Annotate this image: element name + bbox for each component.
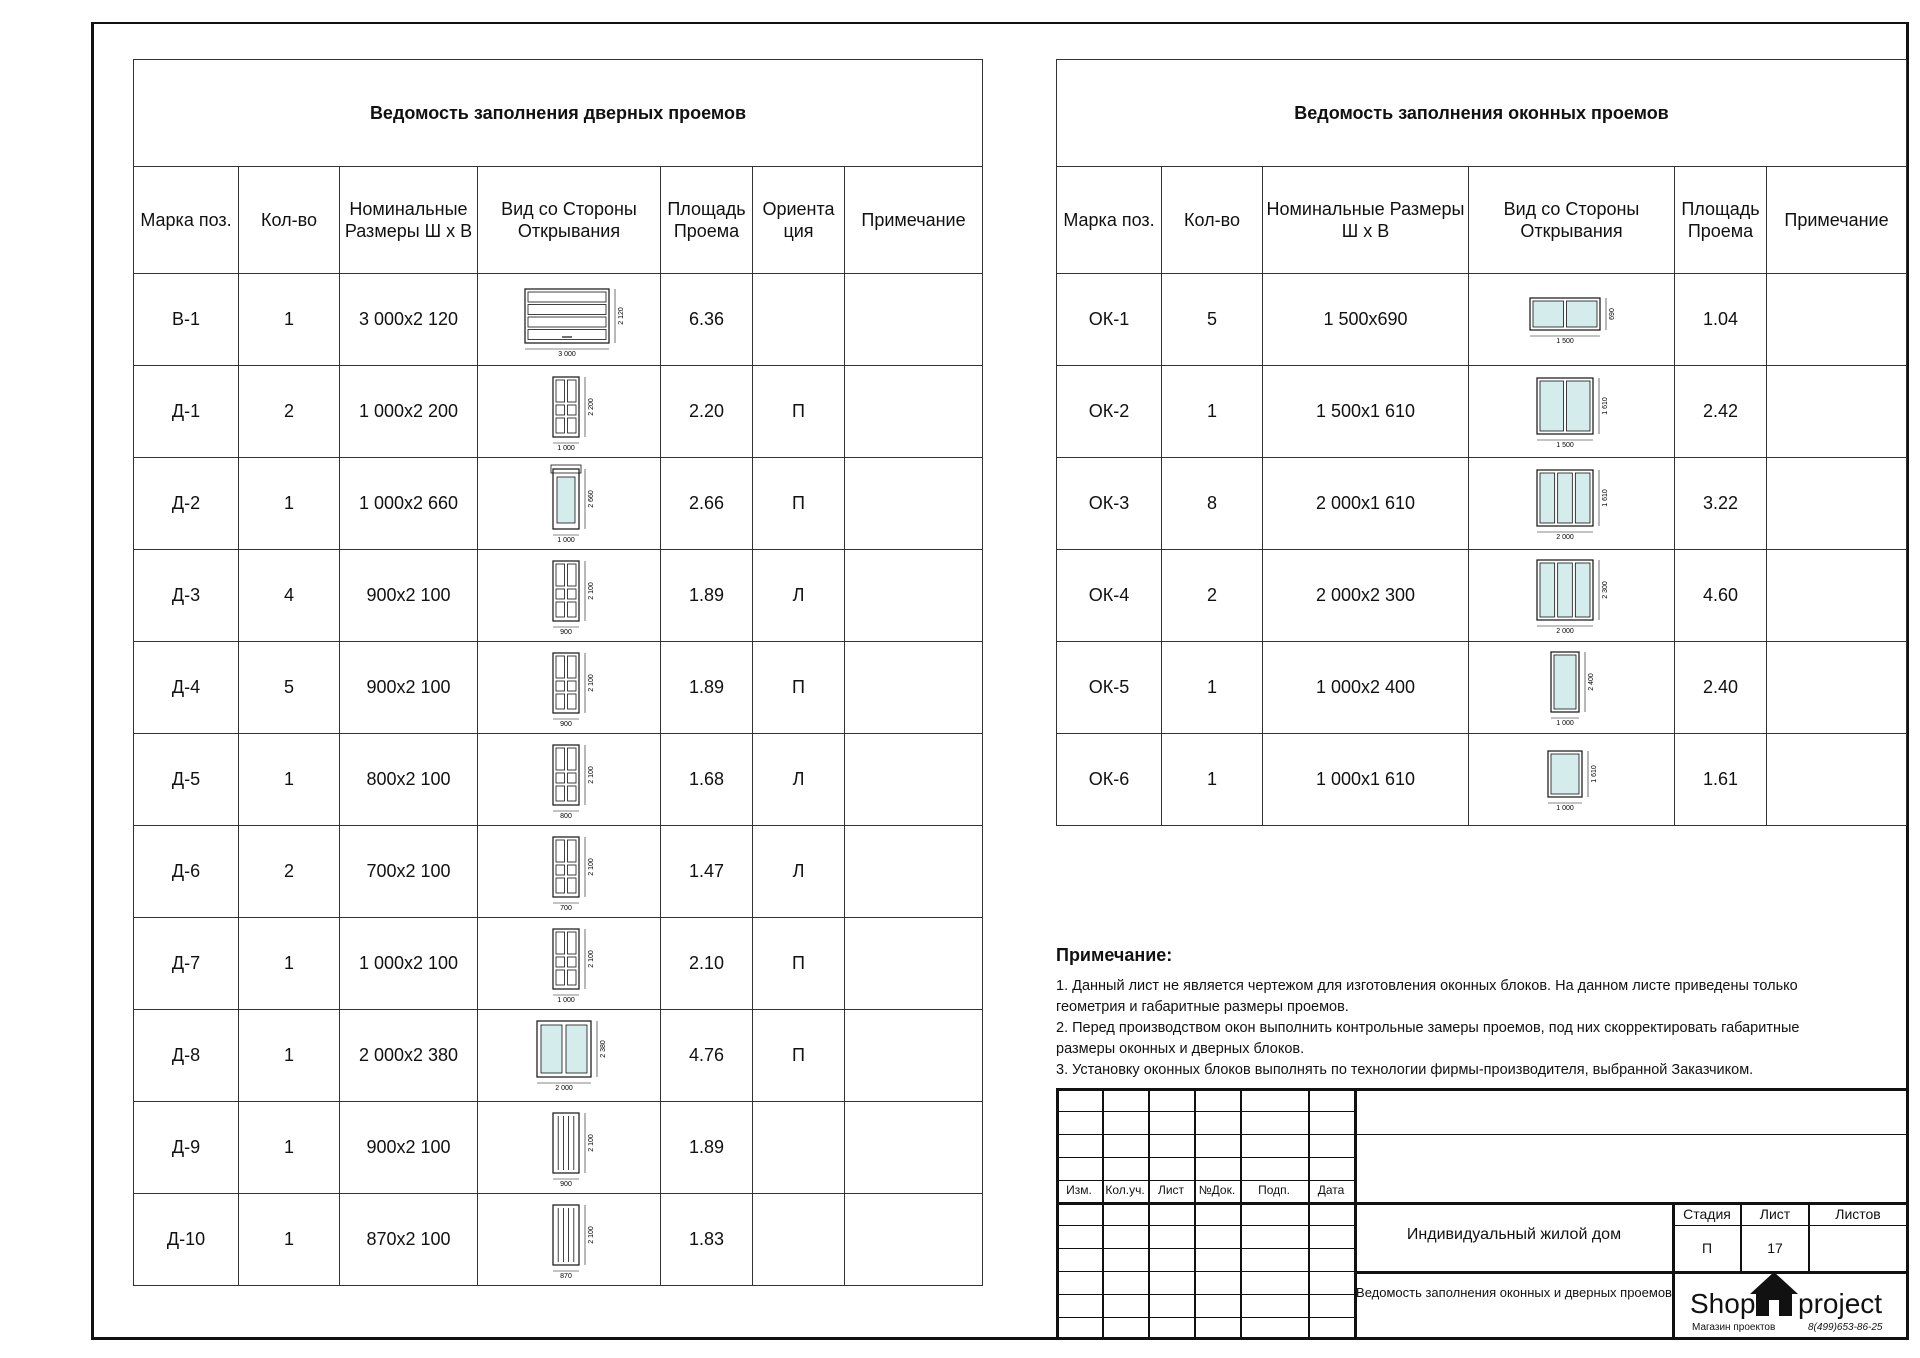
door-width-label: 900: [560, 628, 572, 636]
qty-cell: 1: [1162, 366, 1263, 458]
sheets-label: Листов: [1835, 1206, 1881, 1222]
door-drawing: [519, 831, 619, 913]
column-header: Площадь Проема: [1675, 167, 1767, 274]
door-height-label: 2 100: [588, 765, 595, 784]
window-height-label: 1 610: [1590, 764, 1598, 783]
size-cell: 2 000x1 610: [1263, 458, 1469, 550]
project-name: Индивидуальный жилой дом: [1406, 1226, 1622, 1243]
door-width-label: 870: [560, 1272, 572, 1280]
area-cell: 1.83: [661, 1194, 753, 1286]
mark-cell: Д-5: [134, 734, 239, 826]
orientation-cell: П: [753, 458, 845, 550]
view-cell: [478, 1102, 661, 1194]
shop-project-logo: [1690, 1270, 1900, 1336]
area-cell: 1.68: [661, 734, 753, 826]
window-drawing: [1517, 463, 1627, 545]
area-cell: 3.22: [1675, 458, 1767, 550]
area-cell: 1.61: [1675, 734, 1767, 826]
area-cell: 1.89: [661, 550, 753, 642]
door-drawing: [519, 739, 619, 821]
window-height-label: 1 610: [1601, 396, 1609, 415]
qty-cell: 1: [239, 918, 340, 1010]
area-cell: 2.20: [661, 366, 753, 458]
col-label-doc: №Док.: [1198, 1183, 1236, 1197]
size-cell: 700x2 100: [340, 826, 478, 918]
view-cell: [478, 1194, 661, 1286]
qty-cell: 1: [239, 1194, 340, 1286]
size-cell: 1 000x2 400: [1263, 642, 1469, 734]
window-height-label: 2 400: [1587, 672, 1595, 691]
area-cell: 1.04: [1675, 274, 1767, 366]
area-cell: 1.89: [661, 642, 753, 734]
mark-cell: Д-2: [134, 458, 239, 550]
note-cell: [845, 1194, 983, 1286]
door-height-label: 2 380: [600, 1039, 607, 1058]
mark-cell: Д-10: [134, 1194, 239, 1286]
stage-label: Стадия: [1683, 1206, 1731, 1222]
qty-cell: 1: [239, 734, 340, 826]
view-cell: [478, 826, 661, 918]
col-label-list: Лист: [1157, 1183, 1185, 1197]
window-height-label: 2 300: [1601, 580, 1609, 599]
area-cell: 4.76: [661, 1010, 753, 1102]
size-cell: 1 500x1 610: [1263, 366, 1469, 458]
window-height-label: 690: [1608, 307, 1616, 320]
note-line: 3. Установку оконных блоков выполнять по технологии фирмы-производителя, выбранной Заказчиком.: [1056, 1062, 1754, 1078]
mark-cell: Д-4: [134, 642, 239, 734]
table-row: [1057, 458, 1907, 550]
note-cell: [845, 550, 983, 642]
mark-cell: Д-6: [134, 826, 239, 918]
qty-cell: 1: [239, 1102, 340, 1194]
mark-cell: ОК-3: [1057, 458, 1162, 550]
window-drawing: [1517, 555, 1627, 637]
door-height-label: 2 120: [618, 306, 625, 325]
size-cell: 900x2 100: [340, 642, 478, 734]
qty-cell: 5: [239, 642, 340, 734]
column-header: Вид со Стороны Открывания: [1469, 167, 1675, 274]
note-cell: [845, 274, 983, 366]
view-cell: [1469, 274, 1675, 366]
qty-cell: 5: [1162, 274, 1263, 366]
door-width-label: 1 000: [557, 996, 575, 1004]
door-drawing: [519, 371, 619, 453]
view-cell: [1469, 366, 1675, 458]
orientation-cell: П: [753, 366, 845, 458]
sheet-number: 17: [1767, 1240, 1783, 1256]
area-cell: 1.89: [661, 1102, 753, 1194]
brand-tagline: Магазин проектов: [1692, 1322, 1776, 1333]
brand-phone: 8(499)653-86-25: [1808, 1322, 1883, 1333]
sheet-label: Лист: [1759, 1206, 1791, 1222]
table-row: [1057, 550, 1907, 642]
note-line: 2. Перед производством окон выполнить контрольные замеры проемов, под них скорректировать габаритные: [1056, 1020, 1800, 1036]
mark-cell: В-1: [134, 274, 239, 366]
door-width-label: 3 000: [558, 350, 576, 358]
door-width-label: 1 000: [557, 444, 575, 452]
area-cell: 2.10: [661, 918, 753, 1010]
door-width-label: 700: [560, 904, 572, 912]
window-width-label: 2 000: [1555, 533, 1574, 541]
table-row: [134, 1010, 983, 1102]
window-height-label: 1 610: [1601, 488, 1609, 507]
window-width-label: 1 000: [1555, 719, 1574, 727]
view-cell: [478, 1010, 661, 1102]
size-cell: 1 000x2 660: [340, 458, 478, 550]
qty-cell: 1: [239, 274, 340, 366]
note-cell: [1767, 734, 1907, 826]
orientation-cell: П: [753, 1010, 845, 1102]
size-cell: 2 000x2 380: [340, 1010, 478, 1102]
orientation-cell: [753, 1102, 845, 1194]
view-cell: [1469, 642, 1675, 734]
orientation-cell: Л: [753, 734, 845, 826]
orientation-cell: [753, 274, 845, 366]
notes-section: [1056, 945, 1906, 1081]
door-drawing: [519, 279, 625, 361]
brand-name-left: Shop: [1690, 1288, 1756, 1319]
col-label-podp: Подп.: [1258, 1183, 1290, 1197]
table-row: [1057, 642, 1907, 734]
size-cell: 3 000x2 120: [340, 274, 478, 366]
window-width-label: 1 000: [1555, 804, 1574, 812]
mark-cell: Д-9: [134, 1102, 239, 1194]
window-drawing: [1517, 279, 1627, 361]
window-schedule-table: [1056, 59, 1907, 826]
area-cell: 2.66: [661, 458, 753, 550]
view-cell: [478, 734, 661, 826]
mark-cell: Д-8: [134, 1010, 239, 1102]
door-drawing: [519, 923, 619, 1005]
note-cell: [1767, 366, 1907, 458]
notes-title: Примечание:: [1056, 945, 1173, 965]
door-width-label: 1 000: [557, 536, 575, 544]
mark-cell: ОК-1: [1057, 274, 1162, 366]
door-height-label: 2 100: [588, 673, 595, 692]
door-height-label: 2 200: [588, 397, 595, 416]
qty-cell: 1: [239, 458, 340, 550]
window-drawing: [1517, 739, 1627, 821]
door-schedule-title: Ведомость заполнения дверных проемов: [134, 60, 983, 167]
area-cell: 2.42: [1675, 366, 1767, 458]
table-row: [134, 642, 983, 734]
size-cell: 1 000x2 100: [340, 918, 478, 1010]
orientation-cell: Л: [753, 826, 845, 918]
column-header: Номинальные Размеры Ш х В: [340, 167, 478, 274]
table-row: [134, 458, 983, 550]
door-drawing: [519, 1199, 619, 1281]
door-height-label: 2 100: [588, 581, 595, 600]
column-header: Примечание: [1767, 167, 1907, 274]
view-cell: [478, 458, 661, 550]
size-cell: 800x2 100: [340, 734, 478, 826]
col-label-kol: Кол.уч.: [1105, 1183, 1145, 1197]
qty-cell: 8: [1162, 458, 1263, 550]
orientation-cell: [753, 1194, 845, 1286]
table-row: [134, 366, 983, 458]
column-header: Марка поз.: [1057, 167, 1162, 274]
table-row: [134, 918, 983, 1010]
sheet-title: Ведомость заполнения оконных и дверных проемов: [1356, 1285, 1672, 1300]
orientation-cell: Л: [753, 550, 845, 642]
note-line: 1. Данный лист не является чертежом для изготовления оконных блоков. На данном листе приведены только: [1056, 978, 1798, 994]
door-schedule-table: [133, 59, 983, 1286]
area-cell: 1.47: [661, 826, 753, 918]
qty-cell: 2: [239, 366, 340, 458]
qty-cell: 2: [239, 826, 340, 918]
brand-name-right: project: [1798, 1288, 1883, 1319]
note-cell: [1767, 642, 1907, 734]
note-cell: [845, 458, 983, 550]
mark-cell: ОК-6: [1057, 734, 1162, 826]
mark-cell: ОК-4: [1057, 550, 1162, 642]
qty-cell: 1: [1162, 734, 1263, 826]
area-cell: 2.40: [1675, 642, 1767, 734]
view-cell: [478, 366, 661, 458]
window-schedule-title: Ведомость заполнения оконных проемов: [1057, 60, 1907, 167]
column-header: Кол-во: [239, 167, 340, 274]
column-header: Марка поз.: [134, 167, 239, 274]
note-cell: [845, 366, 983, 458]
column-header: Номинальные Размеры Ш х В: [1263, 167, 1469, 274]
table-row: [1057, 734, 1907, 826]
door-height-label: 2 100: [588, 1225, 595, 1244]
orientation-cell: П: [753, 642, 845, 734]
window-width-label: 2 000: [1555, 627, 1574, 635]
mark-cell: Д-3: [134, 550, 239, 642]
stage-value: П: [1701, 1240, 1713, 1256]
door-height-label: 2 100: [588, 1133, 595, 1152]
column-header: Кол-во: [1162, 167, 1263, 274]
door-height-label: 2 100: [588, 857, 595, 876]
note-cell: [845, 734, 983, 826]
view-cell: [1469, 458, 1675, 550]
area-cell: 4.60: [1675, 550, 1767, 642]
note-cell: [1767, 274, 1907, 366]
column-header: Примечание: [845, 167, 983, 274]
door-width-label: 900: [560, 720, 572, 728]
orientation-cell: П: [753, 918, 845, 1010]
note-line: геометрия и габаритные размеры проемов.: [1056, 999, 1349, 1015]
note-cell: [845, 826, 983, 918]
column-header: Вид со Стороны Открывания: [478, 167, 661, 274]
qty-cell: 2: [1162, 550, 1263, 642]
note-cell: [845, 918, 983, 1010]
door-drawing: [519, 555, 619, 637]
qty-cell: 4: [239, 550, 340, 642]
note-cell: [845, 642, 983, 734]
size-cell: 1 500x690: [1263, 274, 1469, 366]
col-label-date: Дата: [1317, 1183, 1345, 1197]
door-width-label: 800: [560, 812, 572, 820]
table-row: [134, 826, 983, 918]
table-row: [134, 1194, 983, 1286]
view-cell: [478, 550, 661, 642]
view-cell: [1469, 550, 1675, 642]
size-cell: 900x2 100: [340, 1102, 478, 1194]
note-cell: [1767, 458, 1907, 550]
door-width-label: 900: [560, 1180, 572, 1188]
table-row: [134, 274, 983, 366]
mark-cell: ОК-2: [1057, 366, 1162, 458]
size-cell: 900x2 100: [340, 550, 478, 642]
view-cell: [478, 642, 661, 734]
size-cell: 1 000x1 610: [1263, 734, 1469, 826]
table-row: [1057, 366, 1907, 458]
column-header: Ориента ция: [753, 167, 845, 274]
house-icon: [1748, 1270, 1800, 1318]
door-drawing: [519, 647, 619, 729]
view-cell: [478, 274, 661, 366]
table-row: [134, 550, 983, 642]
mark-cell: Д-7: [134, 918, 239, 1010]
window-width-label: 1 500: [1555, 337, 1574, 345]
door-width-label: 2 000: [555, 1084, 573, 1092]
area-cell: 6.36: [661, 274, 753, 366]
size-cell: 870x2 100: [340, 1194, 478, 1286]
table-row: [134, 734, 983, 826]
door-drawing: [519, 463, 619, 545]
window-width-label: 1 500: [1555, 441, 1574, 449]
size-cell: 1 000x2 200: [340, 366, 478, 458]
mark-cell: ОК-5: [1057, 642, 1162, 734]
table-row: [1057, 274, 1907, 366]
note-cell: [1767, 550, 1907, 642]
qty-cell: 1: [239, 1010, 340, 1102]
note-line: размеры оконных и дверных блоков.: [1056, 1041, 1305, 1057]
col-label-izm: Изм.: [1066, 1183, 1092, 1197]
table-row: [134, 1102, 983, 1194]
view-cell: [478, 918, 661, 1010]
window-drawing: [1517, 371, 1627, 453]
door-drawing: [519, 1107, 619, 1189]
column-header: Площадь Проема: [661, 167, 753, 274]
note-cell: [845, 1102, 983, 1194]
mark-cell: Д-1: [134, 366, 239, 458]
qty-cell: 1: [1162, 642, 1263, 734]
door-height-label: 2 100: [588, 949, 595, 968]
note-cell: [845, 1010, 983, 1102]
view-cell: [1469, 734, 1675, 826]
door-height-label: 2 660: [588, 489, 595, 508]
door-drawing: [519, 1015, 619, 1097]
size-cell: 2 000x2 300: [1263, 550, 1469, 642]
window-drawing: [1517, 647, 1627, 729]
